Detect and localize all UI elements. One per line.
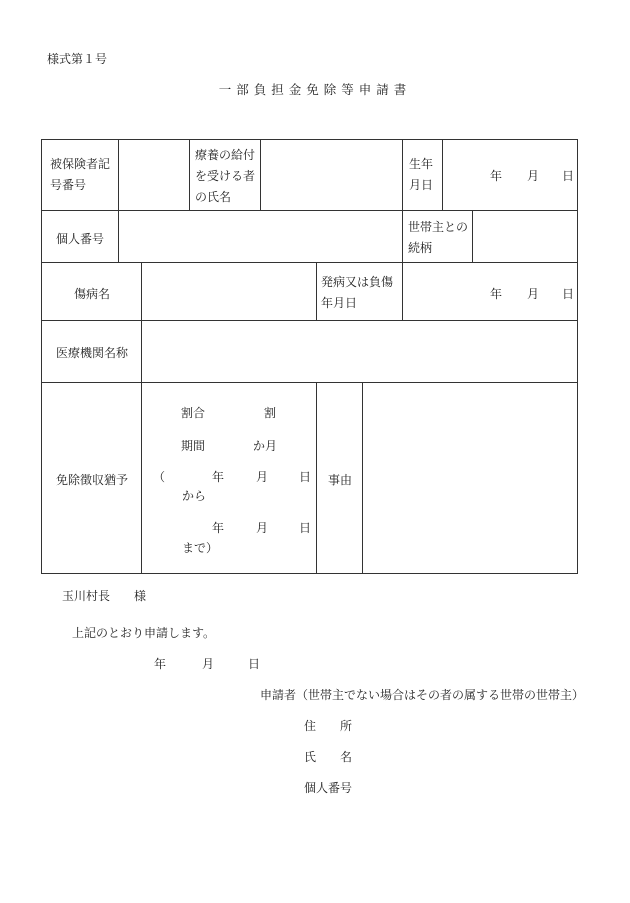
birth-year-unit: 年 — [490, 169, 503, 183]
from-month-unit: 月 — [256, 470, 269, 484]
patient-name-label: 療養の給付を受ける者の氏名 — [195, 148, 256, 204]
page-title: 一部負担金免除等申請書 — [218, 82, 412, 97]
hospital-label: 医療機関名称 — [56, 346, 129, 360]
applicant-address-label: 住 所 — [304, 719, 353, 733]
birth-month-unit: 月 — [527, 169, 540, 183]
birth-day-unit: 日 — [562, 169, 575, 183]
ratio-label: 割合 — [181, 406, 206, 420]
from-suffix: から — [182, 489, 207, 503]
application-year-unit: 年 — [154, 657, 167, 671]
applicant-label: 申請者（世帯主でない場合はその者の属する世帯の世帯主） — [260, 688, 585, 702]
insured-number-label: 被保険者記号番号 — [50, 157, 111, 192]
form-number: 様式第１号 — [47, 52, 108, 66]
period-unit: か月 — [253, 439, 278, 453]
onset-year-unit: 年 — [490, 287, 503, 301]
onset-label: 発病又は負傷年月日 — [321, 275, 394, 310]
disease-label: 傷病名 — [74, 287, 111, 301]
to-day-unit: 日 — [299, 521, 312, 535]
application-day-unit: 日 — [248, 657, 261, 671]
applicant-personal-number-label: 個人番号 — [304, 781, 353, 795]
relation-label: 世帯主との続柄 — [408, 220, 469, 255]
from-day-unit: 日 — [299, 470, 312, 484]
applicant-name-label: 氏 名 — [304, 750, 353, 764]
application-month-unit: 月 — [202, 657, 215, 671]
from-year-unit: 年 — [212, 470, 225, 484]
to-month-unit: 月 — [256, 521, 269, 535]
statement: 上記のとおり申請します。 — [72, 626, 216, 640]
personal-number-label: 個人番号 — [56, 232, 105, 246]
onset-day-unit: 日 — [562, 287, 575, 301]
open-paren: （ — [153, 470, 166, 484]
exemption-label: 免除徴収猶予 — [56, 473, 129, 487]
reason-label: 事由 — [328, 473, 353, 487]
onset-month-unit: 月 — [527, 287, 540, 301]
to-suffix: まで） — [182, 541, 219, 555]
to-year-unit: 年 — [212, 521, 225, 535]
ratio-unit: 割 — [264, 406, 277, 420]
addressee: 玉川村長 様 — [62, 589, 147, 603]
birth-date-label: 生年月日 — [409, 157, 434, 192]
period-label: 期間 — [181, 439, 206, 453]
